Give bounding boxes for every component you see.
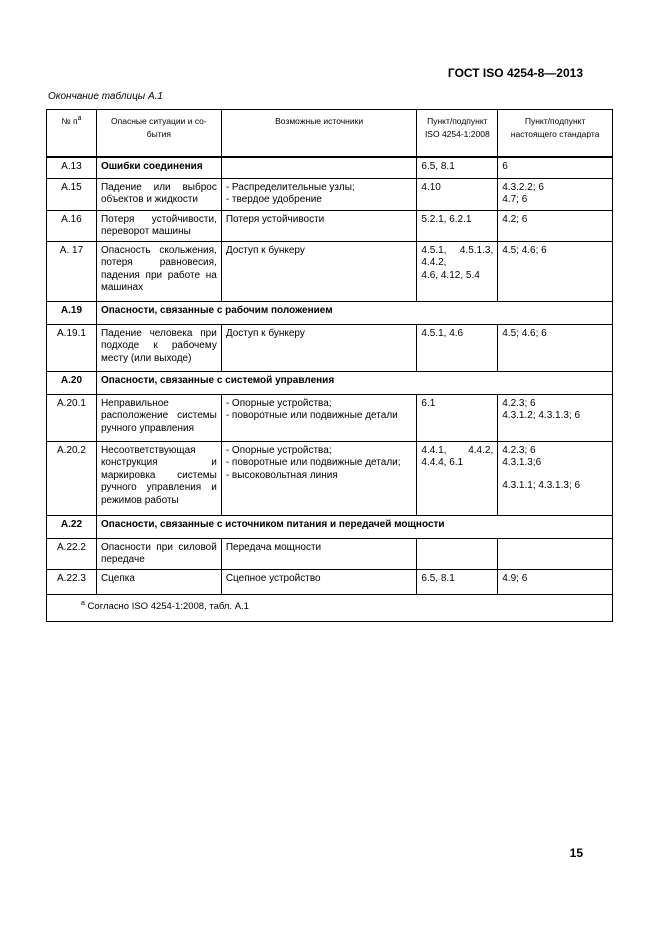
row-sources: Потеря устойчивости	[221, 210, 417, 241]
row-situation: Неправильное расположение системы ручного управления	[96, 394, 221, 441]
row-iso-clause: 6.5, 8.1	[417, 569, 498, 594]
row-iso-clause-line: 4.5.1, 4.5.1.3, 4.4.2,	[421, 244, 494, 268]
row-situation: Несоответствующая конструкция и маркировка системы ручного управления и режимов работы	[96, 441, 221, 515]
row-iso-clause: 4.5.1, 4.6	[417, 324, 498, 371]
row-sources: Доступ к бункеру	[221, 324, 417, 371]
row-number: А.22.2	[47, 538, 97, 569]
row-std-clause-line: 4.7; 6	[502, 194, 528, 205]
row-number: А.22	[47, 515, 97, 538]
col-header-situation: Опасные ситуации и со-бытия	[96, 110, 221, 158]
row-std-clause: 6	[498, 157, 613, 178]
table-caption: Окончание таблицы А.1	[48, 91, 163, 102]
row-std-clause	[498, 538, 613, 569]
row-sources: Передача мощности	[221, 538, 417, 569]
row-sources-line: - Опорные устройства;	[225, 444, 332, 456]
row-situation: Падение или выброс объектов и жидкости	[96, 178, 221, 210]
row-number: А.15	[47, 178, 97, 210]
row-iso-clause	[417, 538, 498, 569]
col-header-iso-clause: Пункт/подпункт ISO 4254-1:2008	[417, 110, 498, 158]
row-number: А.19.1	[47, 324, 97, 371]
row-std-clause-line	[502, 470, 608, 480]
table-footnote-row	[47, 594, 613, 622]
row-sources-line: - твердое удобрение	[225, 194, 322, 205]
row-number: А.20	[47, 371, 97, 394]
row-std-clause-line: 4.3.1.3;6	[502, 457, 542, 468]
row-std-clause: 4.2; 6	[498, 210, 613, 241]
row-iso-clause: 6.5, 8.1	[417, 157, 498, 178]
row-sources-line: - поворотные или подвижные детали;	[225, 457, 401, 468]
row-iso-clause: 6.1	[417, 394, 498, 441]
table-group-row	[47, 515, 613, 538]
row-iso-clause: 4.10	[417, 178, 498, 210]
row-sources	[221, 441, 417, 515]
row-number: А.20.2	[47, 441, 97, 515]
row-situation: Ошибки соединения	[96, 157, 221, 178]
row-situation: Падение человека при подходе к рабочему месту (или выходе)	[96, 324, 221, 371]
row-std-clause: 4.9; 6	[498, 569, 613, 594]
row-std-clause: 4.5; 4.6; 6	[498, 324, 613, 371]
row-number: А. 17	[47, 241, 97, 301]
row-std-clause: 4.5; 4.6; 6	[498, 241, 613, 301]
row-std-clause-line: 4.3.2.2; 6	[502, 181, 544, 193]
row-sources	[221, 157, 417, 178]
row-number: А.19	[47, 301, 97, 324]
row-situation: Опасности при силовой передаче	[96, 538, 221, 569]
col-header-std-clause: Пункт/подпункт настоящего стандарта	[498, 110, 613, 158]
row-sources-line: - Опорные устройства;	[225, 397, 332, 409]
row-sources: Сцепное устройство	[221, 569, 417, 594]
row-std-clause-line: 4.2.3; 6	[502, 444, 536, 456]
row-std-clause	[498, 178, 613, 210]
row-situation: Сцепка	[96, 569, 221, 594]
group-title: Опасности, связанные с рабочим положением	[96, 301, 612, 324]
row-number: А.22.3	[47, 569, 97, 594]
row-number: А.13	[47, 157, 97, 178]
table-row	[47, 241, 613, 301]
row-sources	[221, 178, 417, 210]
table-row	[47, 178, 613, 210]
row-sources-line: - Распределительные узлы;	[225, 181, 355, 193]
row-number: А.16	[47, 210, 97, 241]
table-row	[47, 324, 613, 371]
hazards-table	[46, 109, 613, 622]
table-row	[47, 441, 613, 515]
col-header-num: № $п^a$	[47, 110, 97, 158]
table-body	[47, 157, 613, 594]
group-title: Опасности, связанные с системой управления	[96, 371, 612, 394]
row-std-clause	[498, 394, 613, 441]
table-row	[47, 157, 613, 178]
row-sources	[221, 394, 417, 441]
table-group-row	[47, 301, 613, 324]
row-std-clause-line: 4.2.3; 6	[502, 397, 536, 409]
col-header-sources: Возможные источники	[221, 110, 417, 158]
row-std-clause-line: 4.3.1.1; 4.3.1.3; 6	[502, 479, 581, 491]
table-group-row	[47, 371, 613, 394]
row-sources-line: - поворотные или подвижные детали	[225, 410, 398, 421]
row-std-clause-line: 4.3.1.2; 4.3.1.3; 6	[502, 410, 581, 421]
document-code: ГОСТ ISO 4254-8—2013	[447, 66, 583, 80]
row-std-clause	[498, 441, 613, 515]
row-iso-clause	[417, 241, 498, 301]
row-iso-clause: 4.4.1, 4.4.2, 4.4.4, 6.1	[417, 441, 498, 515]
table-row	[47, 394, 613, 441]
row-iso-clause: 5.2.1, 6.2.1	[417, 210, 498, 241]
footnote: $^a$ Согласно ISO 4254-1:2008, табл. А.1	[47, 594, 613, 622]
table-row	[47, 569, 613, 594]
row-number: А.20.1	[47, 394, 97, 441]
row-iso-clause-line: 4.6, 4.12, 5.4	[421, 269, 480, 281]
page-number: 15	[569, 846, 583, 860]
table-row	[47, 538, 613, 569]
table-row	[47, 210, 613, 241]
row-sources: Доступ к бункеру	[221, 241, 417, 301]
row-sources-line: - высоковольтная линия	[225, 469, 338, 481]
table-header-row	[47, 110, 613, 158]
group-title: Опасности, связанные с источником питания и передачей мощности	[96, 515, 612, 538]
row-situation: Опасность скольжения, потеря равновесия, падения при работе на машинах	[96, 241, 221, 301]
row-situation: Потеря устойчивости, переворот машины	[96, 210, 221, 241]
